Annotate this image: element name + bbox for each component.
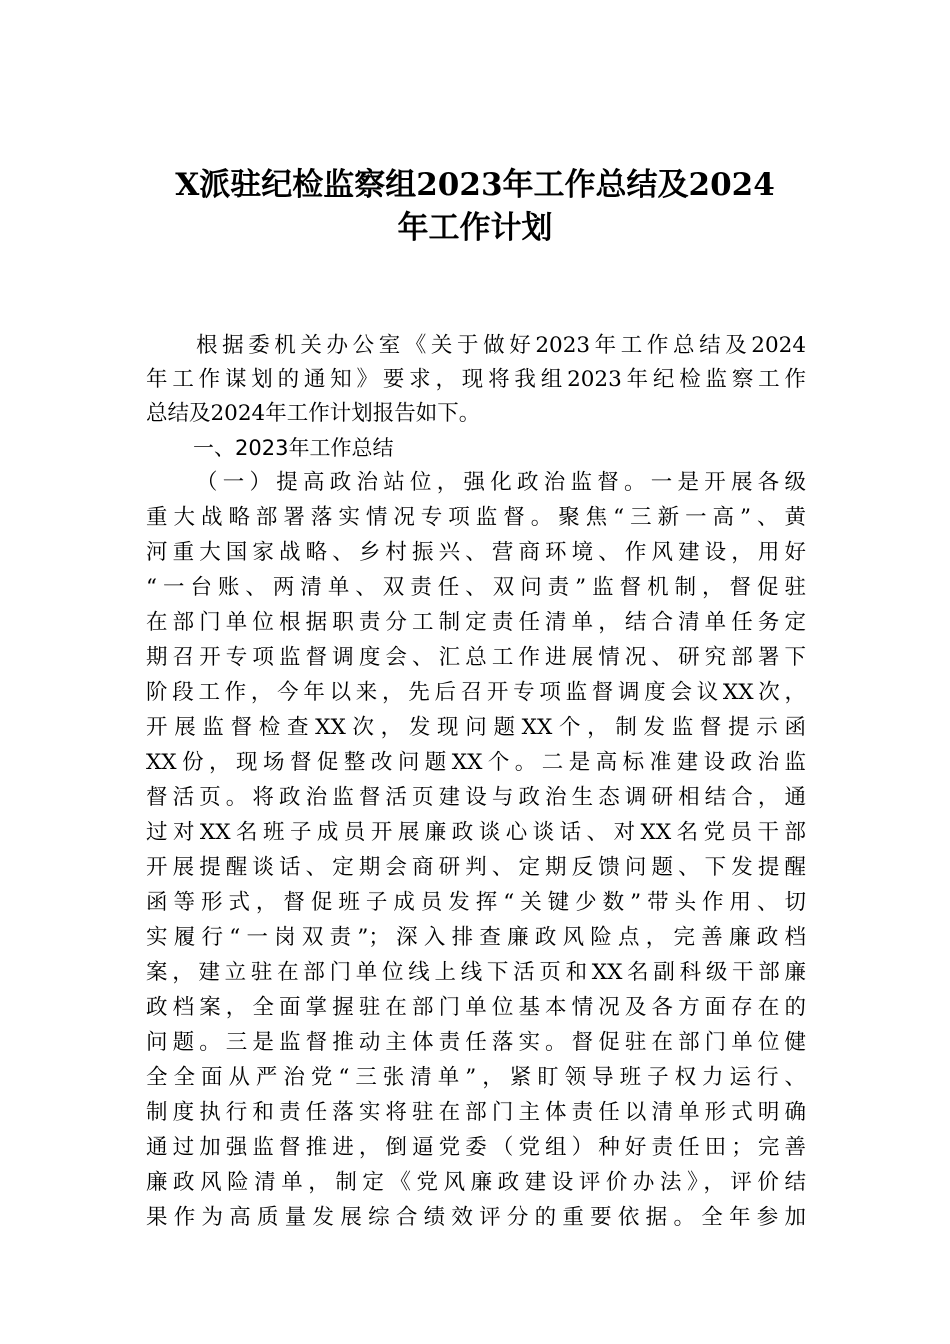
body-line: 在部门单位根据职责分工制定责任清单，结合清单任务定 (146, 610, 806, 635)
body-line: 督活页。将政治监督活页建设与政治生态调研相结合，通 (146, 785, 806, 810)
body-line: 实履行“一岗双责”；深入排查廉政风险点，完善廉政档 (146, 925, 806, 950)
body-line: 通过加强监督推进，倒逼党委（党组）种好责任田；完善 (146, 1135, 806, 1160)
body-line: 果作为高质量发展综合绩效评分的重要依据。全年参加 (146, 1205, 806, 1230)
body-line: 过对XX名班子成员开展廉政谈心谈话、对XX名党员干部 (146, 820, 806, 845)
body-line: 问题。三是监督推动主体责任落实。督促驻在部门单位健 (146, 1030, 806, 1055)
body-line: 阶段工作，今年以来，先后召开专项监督调度会议XX次， (146, 680, 806, 705)
body-line: 制度执行和责任落实将驻在部门主体责任以清单形式明确 (146, 1100, 806, 1125)
intro-line: 年工作谋划的通知》要求，现将我组2023年纪检监察工作 (146, 367, 806, 392)
body-line: 期召开专项监督调度会、汇总工作进展情况、研究部署下 (146, 645, 806, 670)
body-line: 廉政风险清单，制定《党风廉政建设评价办法》，评价结 (146, 1170, 806, 1195)
document-title-line-1: X派驻纪检监察组2023年工作总结及2024 (175, 167, 775, 203)
body-line: “一台账、两清单、双责任、双问责”监督机制，督促驻 (146, 575, 806, 600)
body-line: 重大战略部署落实情况专项监督。聚焦“三新一高”、黄 (146, 505, 806, 530)
body-line: 案，建立驻在部门单位线上线下活页和XX名副科级干部廉 (146, 960, 806, 985)
body-line: 政档案，全面掌握驻在部门单位基本情况及各方面存在的 (146, 995, 806, 1020)
body-line: 全全面从严治党“三张清单”，紧盯领导班子权力运行、 (146, 1065, 806, 1090)
body-line: 函等形式，督促班子成员发挥“关键少数”带头作用、切 (146, 890, 806, 915)
body-line: XX份，现场督促整改问题XX个。二是高标准建设政治监 (146, 750, 806, 775)
body-line: 开展监督检查XX次，发现问题XX个，制发监督提示函 (146, 715, 806, 740)
intro-line: 总结及2024年工作计划报告如下。 (146, 401, 481, 426)
body-line: （一）提高政治站位，强化政治监督。一是开展各级 (196, 470, 806, 495)
section-heading: 一、2023年工作总结 (193, 436, 394, 460)
body-line: 河重大国家战略、乡村振兴、营商环境、作风建设，用好 (146, 540, 806, 565)
body-line: 开展提醒谈话、定期会商研判、定期反馈问题、下发提醒 (146, 855, 806, 880)
intro-line: 根据委机关办公室《关于做好2023年工作总结及2024 (196, 333, 806, 358)
document-title-line-2: 年工作计划 (397, 210, 553, 246)
